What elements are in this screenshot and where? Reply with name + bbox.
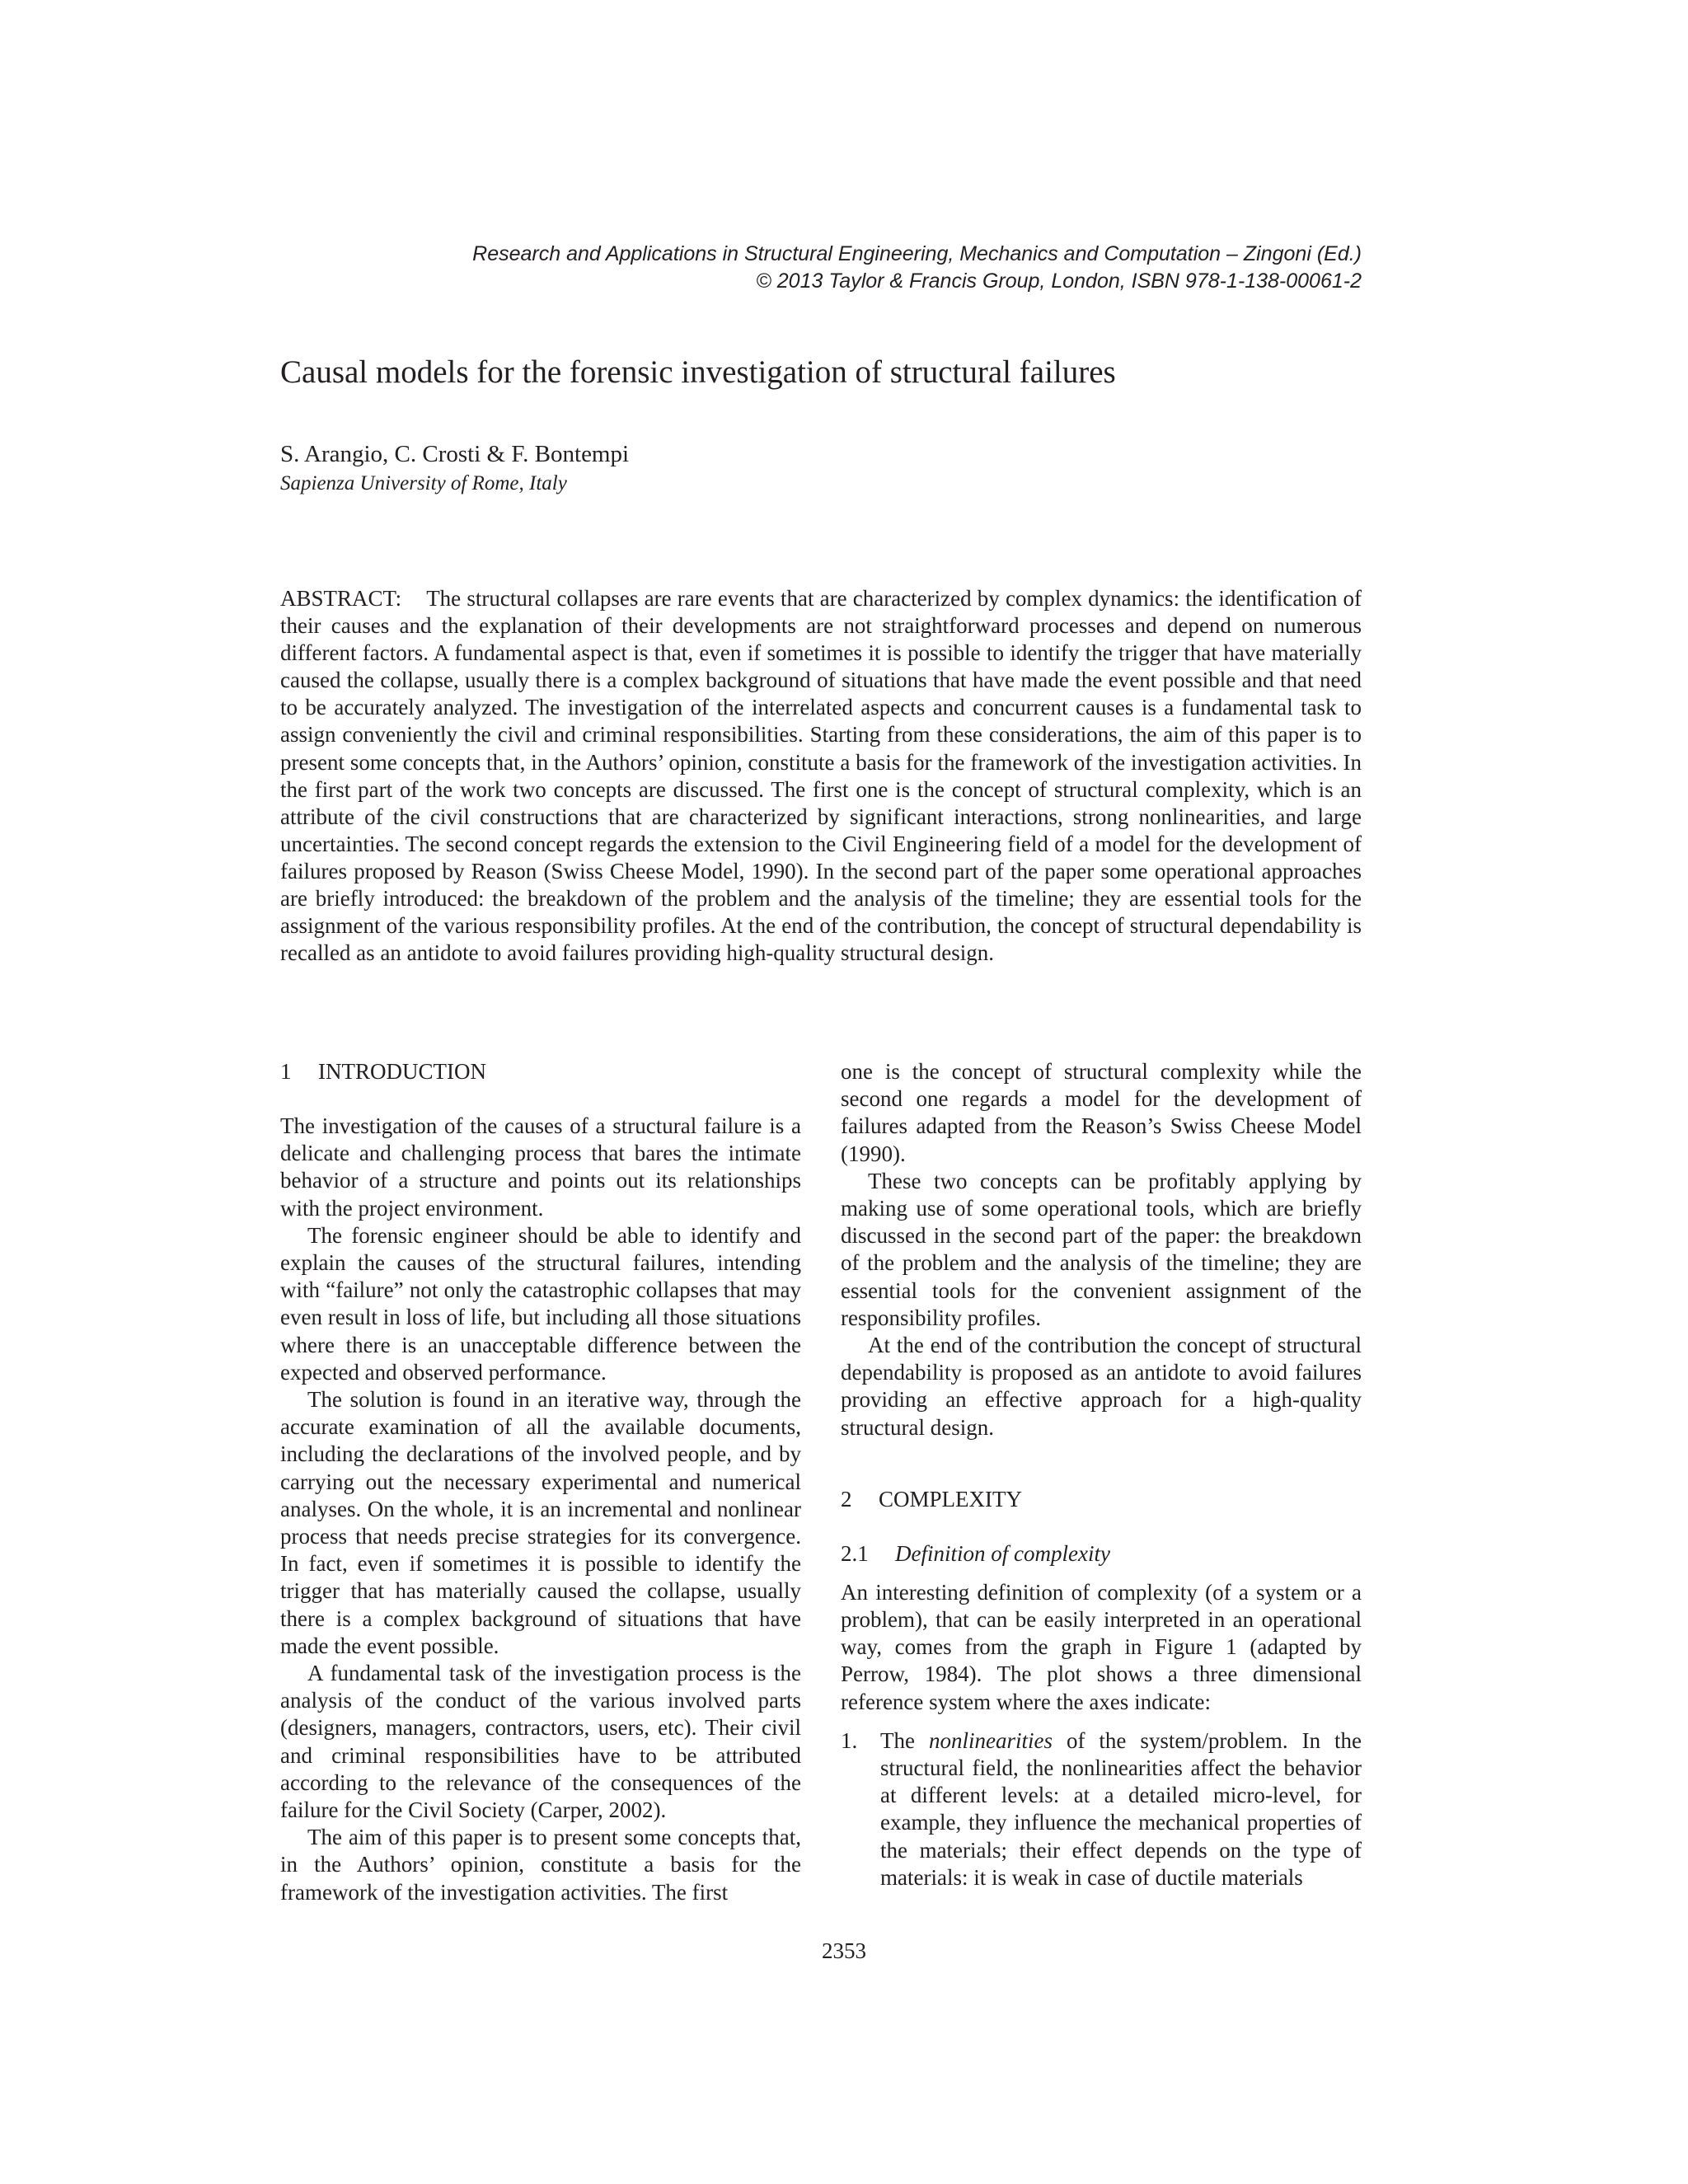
- subsection-2-1-heading: [841, 1540, 1362, 1568]
- list-text: of the system/problem. In the structural field, the nonlinearities affect the behavior at different levels: at a detailed micro-level, for example, they influence the mechanical properties of the materials; their effect depends on the type of materials: it is weak in case of ductile materials: [880, 1727, 1362, 1890]
- header-line-1: Research and Applications in Structural Engineering, Mechanics and Computation – Zingoni (Ed.): [472, 242, 1362, 265]
- section-1-title: INTRODUCTION: [318, 1059, 486, 1084]
- affiliation: Sapienza University of Rome, Italy: [280, 472, 567, 494]
- page-number: 2353: [822, 1938, 866, 1963]
- paragraph: one is the concept of structural complexity while the second one regards a model for the development of failures adapted from the Reason’s Swiss Cheese Model (1990).: [841, 1059, 1362, 1166]
- header-line-2: © 2013 Taylor & Francis Group, London, ISBN 978-1-138-00061-2: [756, 269, 1362, 293]
- abstract-text: The structural collapses are rare events that are characterized by complex dynamics: the identification of their causes and the explanation of their developments are not straightforward processes and depend on numerous different factors. A fundamental aspect is that, even if sometimes it is possible to identify the trigger that have materially caused the collapse, usually there is a complex background of situations that have made the event possible and that need to be accurately analyzed. The investigation of the interrelated aspects and concurrent causes is a fundamental task to assign conveniently the civil and criminal responsibilities. Starting from these considerations, the aim of this paper is to present some concepts that, in the Authors’ opinion, constitute a basis for the framework of the investigation activities. In the first part of the work two concepts are discussed. The first one is the concept of structural complexity, which is an attribute of the civil constructions that are characterized by significant interactions, strong nonlinearities, and large uncertainties. The second concept regards the extension to the Civil Engineering field of a model for the development of failures proposed by Reason (Swiss Cheese Model, 1990). In the second part of the paper some operational approaches are briefly introduced: the breakdown of the problem and the analysis of the timeline; they are essential tools for the assignment of the various responsibility profiles. At the end of the contribution, the concept of structural dependability is recalled as an antidote to avoid failures providing high-quality structural design.: [280, 586, 1362, 966]
- paragraph: A fundamental task of the investigation process is the analysis of the conduct of the various involved parts (designers, managers, contractors, users, etc). Their civil and criminal responsibilities have to be attributed according to the relevance of the consequences of the failure for the Civil Society (Carper, 2002).: [280, 1661, 801, 1823]
- running-header: [280, 241, 1362, 295]
- paragraph: The aim of this paper is to present some concepts that, in the Authors’ opinion, constitute a basis for the framework of the investigation activities. The first: [280, 1825, 801, 1905]
- list-term: nonlinearities: [928, 1727, 1053, 1753]
- paper-title: Causal models for the forensic investigation of structural failures: [280, 354, 1116, 390]
- subsection-number: 2.1: [841, 1540, 869, 1566]
- list-item: [841, 1727, 1362, 1891]
- abstract-label: ABSTRACT:: [280, 586, 402, 611]
- paragraph: The solution is found in an iterative way, through the accurate examination of all the available documents, including the declarations of the involved people, and by carrying out the necessary experimental and numerical analyses. On the whole, it is an incremental and nonlinear process that needs precise strategies for its convergence. In fact, even if sometimes it is possible to identify the trigger that has materially caused the collapse, usually there is a complex background of situations that have made the event possible.: [280, 1387, 801, 1658]
- left-column: [280, 1058, 801, 1906]
- subsection-title: Definition of complexity: [895, 1540, 1110, 1566]
- right-column: [841, 1058, 1362, 1891]
- section-1-number: 1: [280, 1059, 292, 1084]
- authors: S. Arangio, C. Crosti & F. Bontempi: [280, 441, 630, 467]
- section-2-title: COMPLEXITY: [879, 1486, 1022, 1511]
- paragraph: The investigation of the causes of a structural failure is a delicate and challenging process that bares the intimate behavior of a structure and points out its relationships with the project environment.: [280, 1113, 801, 1221]
- abstract: [280, 585, 1362, 967]
- list-lead: The: [880, 1727, 915, 1753]
- paragraph: These two concepts can be profitably applying by making use of some operational tools, which are briefly discussed in the second part of the paper: the breakdown of the problem and the analysis of the timeline; they are essential tools for the convenient assignment of the responsibility profiles.: [841, 1168, 1362, 1330]
- paragraph: An interesting definition of complexity (of a system or a problem), that can be easily interpreted in an operational way, comes from the graph in Figure 1 (adapted by Perrow, 1984). The plot shows a three dimensional reference system where the axes indicate:: [841, 1579, 1362, 1714]
- paragraph: The forensic engineer should be able to identify and explain the causes of the structural failures, intending with “failure” not only the catastrophic collapses that may even result in loss of life, but including all those situations where there is an unacceptable difference between the expected and observed performance.: [280, 1222, 801, 1385]
- section-1-heading: [280, 1058, 801, 1085]
- list-marker: 1.: [841, 1727, 858, 1753]
- section-2-number: 2: [841, 1486, 852, 1511]
- section-2-heading: [841, 1486, 1362, 1513]
- paragraph: At the end of the contribution the concept of structural dependability is proposed as an antidote to avoid failures providing an effective approach for a high-quality structural design.: [841, 1333, 1362, 1440]
